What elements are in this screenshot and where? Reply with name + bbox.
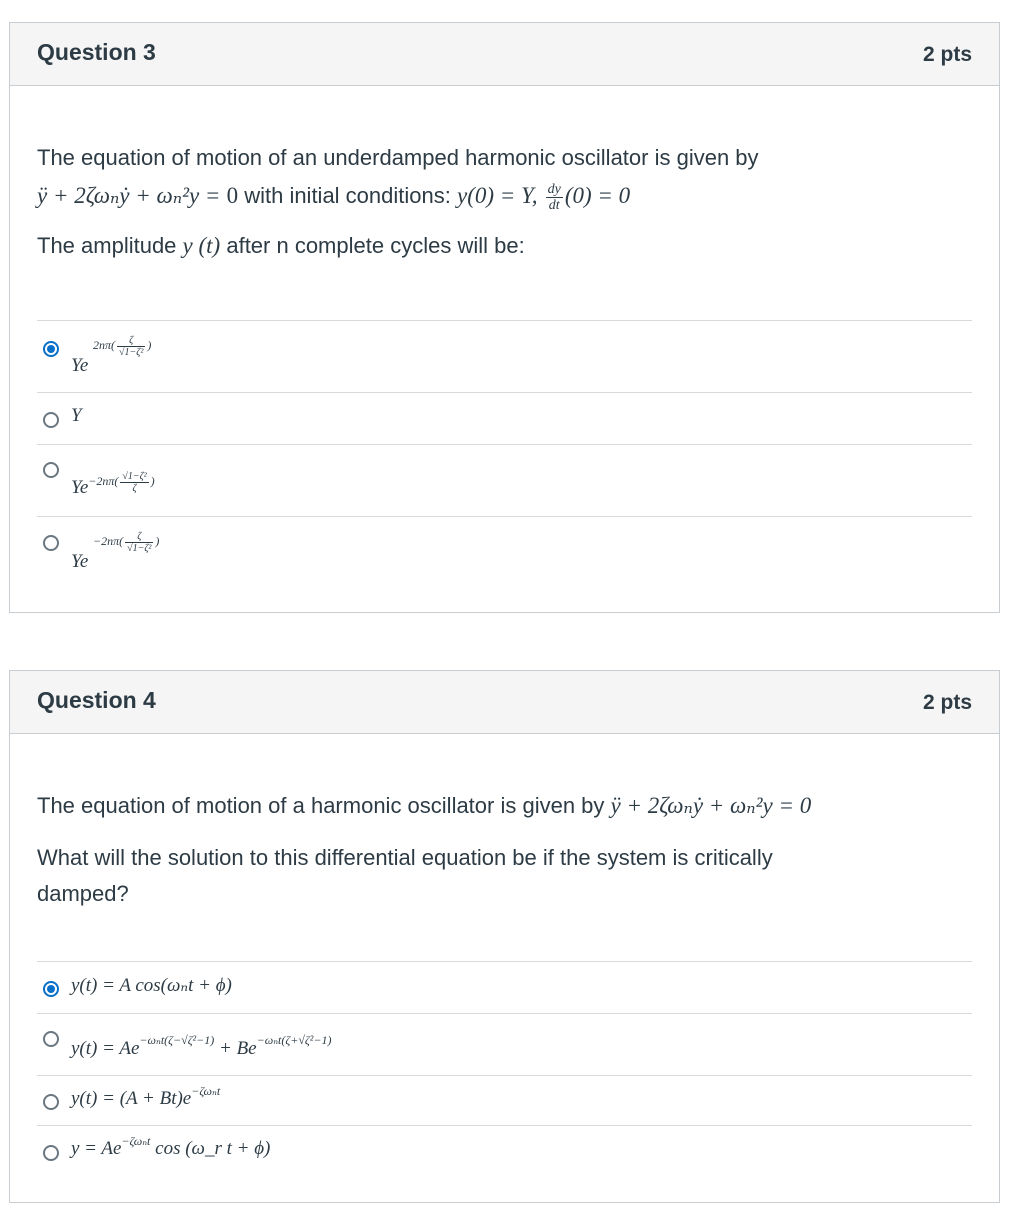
answer-expression <box>71 470 155 502</box>
answer-option[interactable] <box>37 1013 972 1075</box>
expr-exponent: −ωₙt(ζ+√ζ²−1) <box>256 1033 332 1047</box>
radio-button[interactable] <box>43 1145 59 1161</box>
radio-button-selected[interactable] <box>43 341 59 357</box>
equation: ÿ + 2ζωₙẏ + ωₙ²y = 0 <box>610 793 812 818</box>
answer-option[interactable] <box>37 1125 972 1177</box>
fraction-denominator: √1−ζ² <box>119 346 144 358</box>
fraction-numerator: √1−ζ² <box>122 470 147 482</box>
exponent-close: ) <box>155 534 160 548</box>
answer-expression <box>71 1084 221 1110</box>
question-points: 2 pts <box>922 691 972 714</box>
text-fragment: after n complete cycles will be: <box>226 233 525 258</box>
question-4-text <box>37 788 979 912</box>
question-3-header <box>10 23 999 86</box>
question-text-line <box>37 228 979 264</box>
radio-button[interactable] <box>43 535 59 551</box>
fraction-numerator: ζ <box>117 335 145 347</box>
initial-condition-1: y(0) = Y, <box>457 183 538 208</box>
question-3-answers <box>37 320 972 588</box>
text-fragment: The amplitude <box>37 233 177 258</box>
fraction-numerator: dy <box>547 181 561 197</box>
question-4-card <box>9 670 1000 1203</box>
radio-button[interactable] <box>43 462 59 478</box>
question-title: Question 3 <box>37 39 156 65</box>
expr-base: Ye <box>71 551 89 572</box>
radio-button[interactable] <box>43 1031 59 1047</box>
question-title: Question 4 <box>37 687 156 713</box>
expr-part: y(t) = Ae <box>71 1038 140 1059</box>
expr-base: Ye <box>71 355 89 376</box>
exponent-fraction <box>117 335 145 358</box>
answer-option[interactable] <box>37 444 972 516</box>
expr-exponent <box>88 470 155 494</box>
fraction-denominator: dt <box>548 197 560 213</box>
exponent-text: −2nπ( <box>93 534 124 548</box>
question-text-line: What will the solution to this differential equation be if the system is critically <box>37 845 773 870</box>
exponent-close: ) <box>150 474 155 488</box>
with-conditions-text: with initial conditions: <box>244 183 451 208</box>
answer-option[interactable] <box>37 392 972 444</box>
expr-exponent: −ζωₙt <box>121 1134 151 1148</box>
question-3-text <box>37 140 979 264</box>
answer-expression: y(t) = A cos(ωₙt + ϕ) <box>71 975 232 996</box>
expr-exponent <box>93 530 160 554</box>
initial-condition-2: (0) = 0 <box>564 183 631 208</box>
exponent-fraction <box>125 531 153 554</box>
expr-exponent <box>93 334 152 358</box>
exponent-fraction <box>120 471 148 494</box>
exponent-text: 2nπ( <box>93 338 116 352</box>
question-points: 2 pts <box>922 43 972 66</box>
answer-expression <box>71 1033 332 1060</box>
derivative-fraction <box>546 182 563 213</box>
question-4-answers <box>37 961 972 1177</box>
question-text-line: damped? <box>37 881 129 906</box>
expr-part: y(t) = (A + Bt)e <box>71 1088 192 1109</box>
question-text-line: The equation of motion of an underdamped harmonic oscillator is given by <box>37 145 759 170</box>
expr-exponent: −ωₙt(ζ−√ζ²−1) <box>139 1033 215 1047</box>
answer-option[interactable] <box>37 320 972 392</box>
exponent-text: −2nπ( <box>88 474 119 488</box>
expr-part: + Be <box>214 1038 257 1059</box>
question-3-card <box>9 22 1000 613</box>
equation-line <box>37 178 979 214</box>
question-text-line <box>37 788 979 824</box>
fraction-numerator: ζ <box>125 531 153 543</box>
fraction-denominator: √1−ζ² <box>127 542 152 554</box>
question-4-header <box>10 671 999 734</box>
math-fragment: y (t) <box>182 233 221 258</box>
text-fragment: The equation of motion of a harmonic oscillator is given by <box>37 793 605 818</box>
expr-exponent: −ζωₙt <box>191 1084 221 1098</box>
equation-rhs: 0 <box>226 183 239 208</box>
exponent-close: ) <box>147 338 152 352</box>
equation-lhs: ÿ + 2ζωₙẏ + ωₙ²y = <box>37 183 221 208</box>
answer-option[interactable] <box>37 961 972 1013</box>
radio-button[interactable] <box>43 1094 59 1110</box>
radio-button[interactable] <box>43 412 59 428</box>
answer-option[interactable] <box>37 1075 972 1125</box>
answer-expression <box>71 1134 271 1160</box>
radio-button-selected[interactable] <box>43 981 59 997</box>
expr-base: Ye <box>71 477 89 498</box>
answer-expression: Y <box>71 405 82 426</box>
expr-part: cos (ω_r t + ϕ) <box>150 1138 271 1159</box>
answer-option[interactable] <box>37 516 972 588</box>
fraction-denominator: ζ <box>132 482 137 494</box>
expr-part: y = Ae <box>71 1138 122 1159</box>
